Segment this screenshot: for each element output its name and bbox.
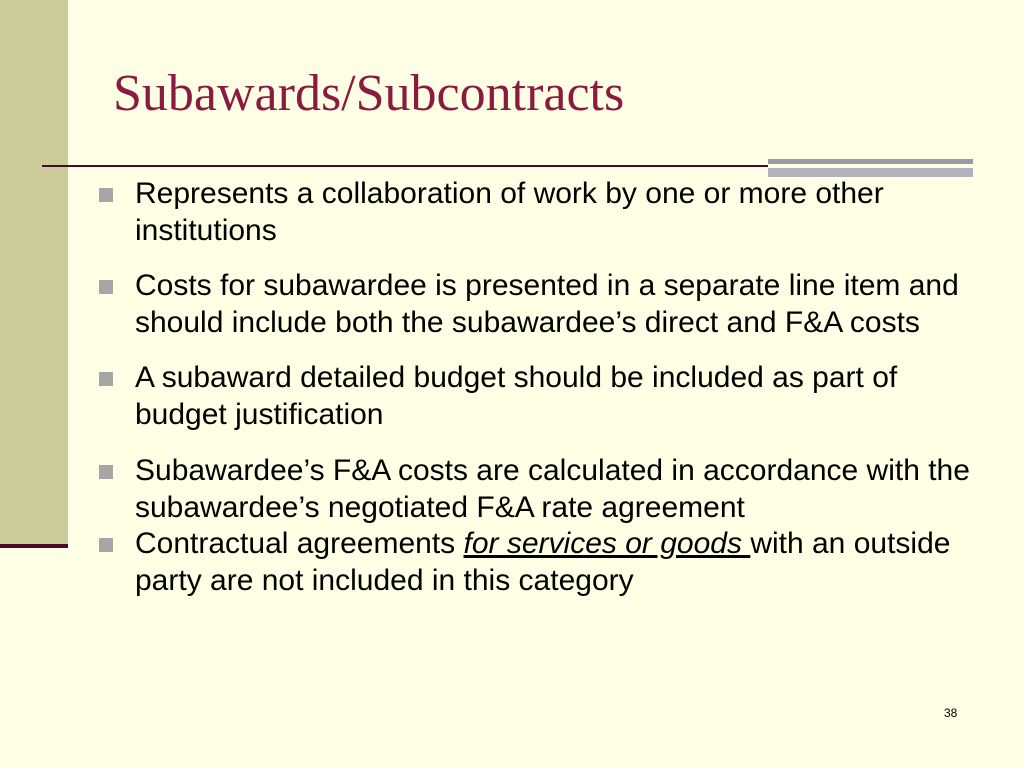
bullet-item [98,176,978,249]
square-bullet-icon [99,465,113,479]
slide-number: 38 [944,706,958,720]
title-divider-line [42,165,768,167]
slide-title: Subawards/Subcontracts [113,65,625,122]
bullet-item [98,453,978,526]
bullet-list [98,176,978,599]
title-divider-accent-bar-top [768,159,973,164]
bullet-item [98,360,978,433]
bullet-text: Subawardee’s F&A costs are calculated in accordance with the subawardee’s negotiated F&A rate agreement [135,454,970,524]
bullet-text-emphasis: for services or goods [463,527,751,560]
bullet-item [98,268,978,341]
square-bullet-icon [99,280,113,294]
decorative-side-band-edge [0,544,68,548]
decorative-side-band [0,0,68,545]
square-bullet-icon [99,372,113,386]
square-bullet-icon [99,188,113,202]
bullet-text: Represents a collaboration of work by one or more other institutions [135,177,884,247]
bullet-text-before: Contractual agreements [135,527,464,560]
bullet-text-after: with an outside party are not included in this category [135,527,951,597]
bullet-text: Costs for subawardee is presented in a separate line item and should include both the subawardee’s direct and F&A costs [135,269,959,339]
square-bullet-icon [99,538,113,552]
bullet-item [98,526,978,599]
bullet-text: A subaward detailed budget should be included as part of budget justification [135,361,898,431]
